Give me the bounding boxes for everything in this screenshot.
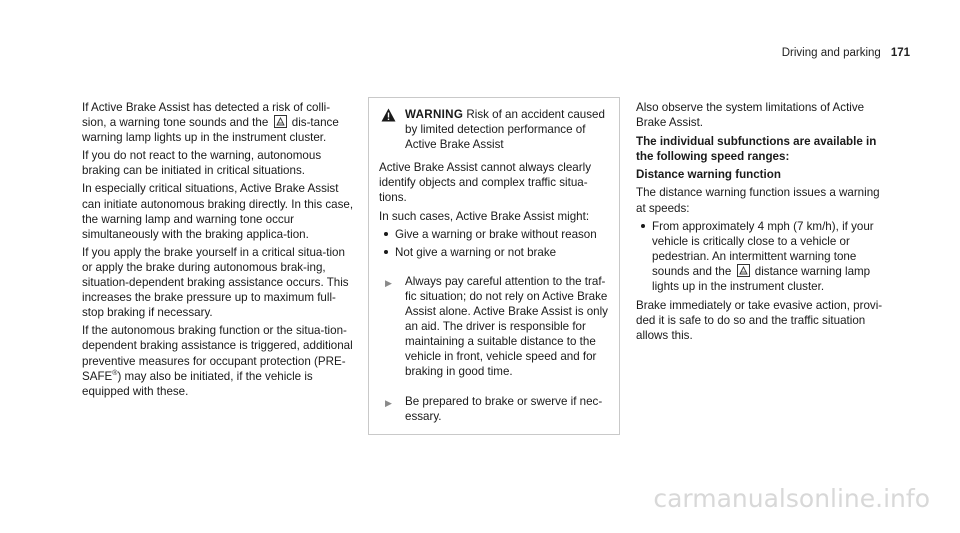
watermark: carmanualsonline.info: [653, 484, 930, 513]
bullet-list: [379, 227, 610, 260]
paragraph: In especially critical situations, Active Brake Assist can initiate autonomous braking directly. In this case, the warning lamp and warning tone occur simultaneously with the braking applica-tion.: [82, 182, 354, 241]
paragraph: Also observe the system limitations of Active Brake Assist.: [636, 101, 865, 130]
warning-label: WARNING: [405, 108, 464, 121]
paragraph: [82, 323, 354, 398]
list-item-text: distance warning lamp lights up in the instrument cluster.: [652, 264, 871, 294]
section-heading: Distance warning function: [636, 168, 781, 182]
paragraph-text: dis-tance warning lamp lights up in the instrument cluster.: [82, 116, 339, 145]
column-right: [636, 100, 888, 346]
warning-title: [405, 107, 610, 152]
paragraph-text: ) may also be initiated, if the vehicle is equipped with these.: [82, 369, 313, 398]
paragraph: Brake immediately or take evasive action, provi-ded it is safe to do so and the traffic situation allows this.: [636, 299, 883, 343]
paragraph: [82, 100, 354, 145]
page-number: 171: [890, 47, 910, 59]
paragraph: If you do not react to the warning, autonomous braking can be initiated in critical situations.: [82, 149, 322, 178]
paragraph: Active Brake Assist cannot always clearly identify objects and complex traffic situa-tions.: [379, 161, 591, 205]
warning-title-text: Risk of an accident caused by limited detection performance of Active Brake Assist: [405, 108, 605, 152]
warning-triangle-icon: [381, 108, 397, 152]
distance-warning-lamp-icon: [274, 115, 287, 128]
paragraph-text: If Active Brake Assist has detected a risk of colli-sion, a warning tone sounds and the: [82, 101, 331, 130]
page-header: [782, 47, 910, 59]
list-item: Give a warning or brake without reason: [379, 227, 610, 242]
bullet-list: [636, 219, 888, 294]
section-title: Driving and parking: [781, 47, 881, 59]
registered-mark: ®: [112, 369, 118, 377]
list-item: Not give a warning or not brake: [379, 245, 610, 260]
warning-header: [379, 107, 610, 152]
paragraph-text: If the autonomous braking function or the situa-tion-dependent braking assistance is triggered, additional preventive measures for occupant protection (PRE-SAFE: [82, 324, 353, 383]
column-left: [82, 100, 354, 402]
warning-box: [368, 97, 620, 435]
instruction: [379, 394, 610, 424]
list-item-text: From approximately 4 mph (7 km/h), if your vehicle is critically close to a vehicle or pedestrian. An intermittent warning tone sounds and the: [652, 219, 874, 278]
subheading: The individual subfunctions are available in the following speed ranges:: [636, 135, 877, 164]
paragraph: If you apply the brake yourself in a critical situa-tion or apply the brake during autonomous brak-ing, situation-dependent braking assistance occurs. This increases the brake pressure up to maximum full-stop braking if necessary.: [82, 245, 349, 320]
list-item: [636, 219, 888, 294]
paragraph: The distance warning function issues a warning at speeds:: [636, 186, 880, 215]
instruction-arrow-icon: ▶: [385, 277, 392, 288]
instruction-arrow-icon: ▶: [385, 397, 392, 408]
paragraph: In such cases, Active Brake Assist might:: [379, 209, 590, 223]
instruction: [379, 274, 610, 380]
instruction-text: Be prepared to brake or swerve if nec-essary.: [405, 394, 603, 423]
instruction-text: Always pay careful attention to the traf-fic situation; do not rely on Active Brake Assist alone. Active Brake Assist is only an aid. The driver is responsible for maintaining a suitable distance to the vehicle in front, vehicle speed and for braking in good time.: [405, 274, 608, 379]
distance-warning-lamp-icon: [737, 264, 750, 277]
